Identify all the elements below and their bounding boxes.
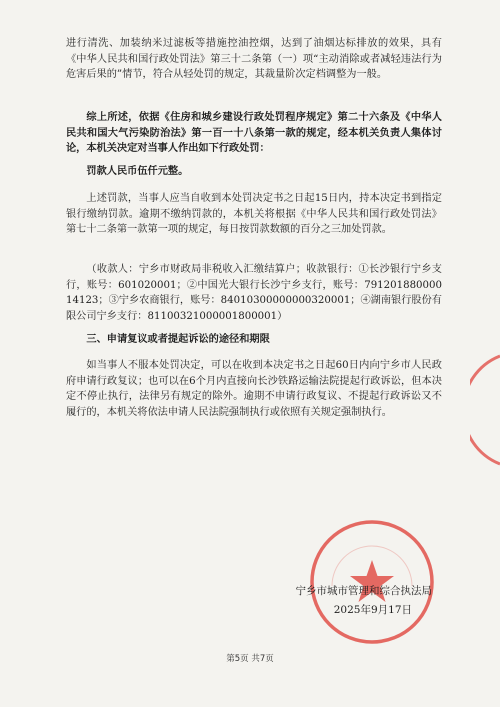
official-seal-icon [306, 516, 438, 648]
paragraph-appeal-rights: 如当事人不服本处罚决定，可以在收到本决定书之日起60日内向宁乡市人民政府申请行政复议；也可以在6个月内直接向长沙铁路运输法院提起行政诉讼，但本决定不停止执行，法律另有规定的除外。逾期不申请行政复议、不提起行政诉讼又不履行的，本机关将依法申请人民法院强制执行或依照有关规定强制执行。 [66, 360, 442, 418]
issue-date: 2025年9月17日 [333, 604, 412, 616]
paragraph-bank-accounts: （收款人：宁乡市财政局非税收入汇缴结算户；收款银行：①长沙银行宁乡支行，账号：601020001；②中国光大银行长沙宁乡支行，账号：79120188000014123；③宁乡农商银行，账号：84010300000000320001；④湖南银行股份有限公司宁乡支行：81100321000001800001） [66, 264, 442, 322]
penalty-decision: 罚款人民币伍仟元整。 [86, 165, 189, 177]
edge-seal-icon [470, 350, 500, 470]
issuing-organization: 宁乡市城市管理和综合执法局 [295, 585, 432, 597]
section-heading-appeal: 三、申请复议或者提起诉讼的途径和期限 [86, 333, 270, 345]
page-number: 第5页 共7页 [226, 654, 274, 664]
paragraph-legal-basis: 综上所述，依据《住房和城乡建设行政处罚程序规定》第二十六条及《中华人民共和国大气污染防治法》第一百一十八条第一款的规定，经本机关负责人集体讨论，本机关决定对当事人作出如下行政处罚： [66, 111, 442, 155]
paragraph-payment-terms: 上述罚款，当事人应当自收到本处罚决定书之日起15日内，持本决定书到指定银行缴纳罚款。逾期不缴纳罚款的，本机关将根据《中华人民共和国行政处罚法》第七十二条第一款第一项的规定，每日按罚款数额的百分之三加处罚款。 [66, 193, 442, 236]
paragraph-mitigation: 进行清洗、加装纳米过滤板等措施控油控烟，达到了油烟达标排放的效果，具有《中华人民共和国行政处罚法》第三十二条第（一）项“主动消除或者减轻违法行为危害后果的”情节，符合从轻处罚的规定，其裁量阶次定档调整为一般。 [66, 38, 442, 81]
